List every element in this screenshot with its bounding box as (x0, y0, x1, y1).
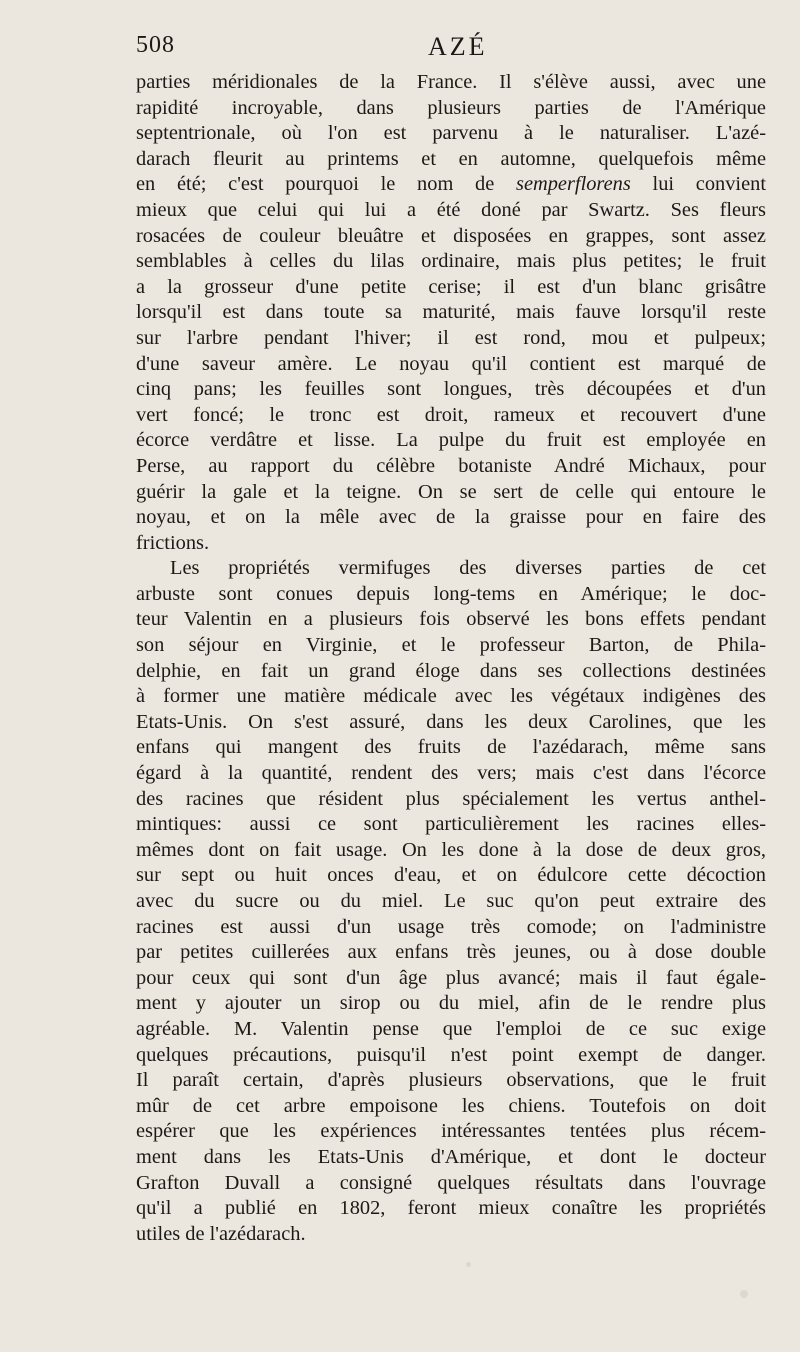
text-line: sur l'arbre pendant l'hiver; il est rond, mou et pulpeux; (136, 326, 766, 349)
text-line: cinq pans; les feuilles sont longues, très découpées et d'un (136, 378, 766, 401)
text-line: Il paraît certain, d'après plusieurs observations, que le fruit (136, 1069, 766, 1092)
page-header (136, 32, 764, 72)
text-line: sur sept ou huit onces d'eau, et on édulcore cette décoction (136, 864, 766, 887)
text-line: ment dans les Etats-Unis d'Amérique, et dont le docteur (136, 1145, 766, 1168)
text-line: d'une saveur amère. Le noyau qu'il contient est marqué de (136, 352, 766, 375)
text-line: rosacées de couleur bleuâtre et disposées en grappes, sont assez (136, 224, 766, 247)
text-line: enfans qui mangent des fruits de l'azédarach, même sans (136, 736, 766, 759)
text-line: ment y ajouter un sirop ou du miel, afin de le rendre plus (136, 992, 766, 1015)
text-line: son séjour en Virginie, et le professeur Barton, de Phila- (136, 634, 766, 657)
running-head: AZÉ (428, 32, 488, 61)
text-line: lorsqu'il est dans toute sa maturité, mais fauve lorsqu'il reste (136, 301, 766, 324)
text-line: espérer que les expériences intéressantes tentées plus récem- (136, 1120, 766, 1143)
text-line: pour ceux qui sont d'un âge plus avancé; mais il faut égale- (136, 966, 766, 989)
text-line: à former une matière médicale avec les végétaux indigènes des (136, 685, 766, 708)
text-line: mintiques: aussi ce sont particulièrement les racines elles- (136, 813, 766, 836)
text-line: égard à la quantité, rendent des vers; mais c'est dans l'écorce (136, 762, 766, 785)
text-line: frictions. (136, 531, 210, 554)
text-line: vert foncé; le tronc est droit, rameux et recouvert d'une (136, 403, 766, 426)
page-number: 508 (136, 32, 175, 58)
body-text (136, 70, 766, 1247)
text-line: mûr de cet arbre empoisone les chiens. Toutefois on doit (136, 1094, 766, 1117)
paragraph-1 (136, 70, 766, 556)
text-line: écorce verdâtre et lisse. La pulpe du fruit est employée en (136, 429, 766, 452)
text-line: quelques précautions, puisqu'il n'est point exempt de danger. (136, 1043, 766, 1066)
text-line: par petites cuillerées aux enfans très jeunes, ou à dose double (136, 941, 766, 964)
text-line: delphie, en fait un grand éloge dans ses collections destinées (136, 659, 766, 682)
text-line: noyau, et on la mêle avec de la graisse pour en faire des (136, 506, 766, 529)
text-line: racines est aussi d'un usage très comode; on l'administre (136, 915, 766, 938)
ink-speck (466, 1262, 471, 1267)
text-line: utiles de l'azédarach. (136, 1222, 306, 1245)
text-line: Grafton Duvall a consigné quelques résultats dans l'ouvrage (136, 1171, 766, 1194)
text-line: mieux que celui qui lui a été doné par Swartz. Ses fleurs (136, 198, 766, 221)
text-line: arbuste sont conues depuis long-tems en Amérique; le doc- (136, 582, 766, 605)
text-line: mêmes dont on fait usage. On les done à la dose de deux gros, (136, 838, 766, 861)
text-line: Les propriétés vermifuges des diverses parties de cet (170, 557, 766, 580)
text-line: agréable. M. Valentin pense que l'emploi de ce suc exige (136, 1017, 766, 1040)
paragraph-2 (136, 556, 766, 1247)
text-line: a la grosseur d'une petite cerise; il est d'un blanc grisâtre (136, 275, 766, 298)
text-line: avec du sucre ou du miel. Le suc qu'on peut extraire des (136, 890, 766, 912)
text-line: guérir la gale et la teigne. On se sert de celle qui entoure le (136, 480, 766, 503)
text-line: septentrionale, où l'on est parvenu à le naturaliser. L'azé- (136, 122, 766, 145)
text-line: semblables à celles du lilas ordinaire, mais plus petites; le fruit (136, 250, 766, 273)
text-line: des racines que résident plus spécialement les vertus anthel- (136, 787, 766, 810)
text-line: Etats-Unis. On s'est assuré, dans les deux Carolines, que les (136, 710, 766, 733)
text-line: qu'il a publié en 1802, feront mieux conaître les propriétés (136, 1197, 766, 1220)
text-line: teur Valentin en a plusieurs fois observé les bons effets pendant (136, 608, 766, 631)
text-line: rapidité incroyable, dans plusieurs parties de l'Amérique (136, 96, 766, 119)
text-line: parties méridionales de la France. Il s'élève aussi, avec une (136, 71, 766, 93)
text-line: Perse, au rapport du célèbre botaniste André Michaux, pour (136, 454, 766, 477)
text-line: en été; c'est pourquoi le nom de semperflorens lui convient (136, 173, 766, 196)
ink-speck (740, 1290, 748, 1298)
text-line: darach fleurit au printems et en automne, quelquefois même (136, 147, 766, 170)
